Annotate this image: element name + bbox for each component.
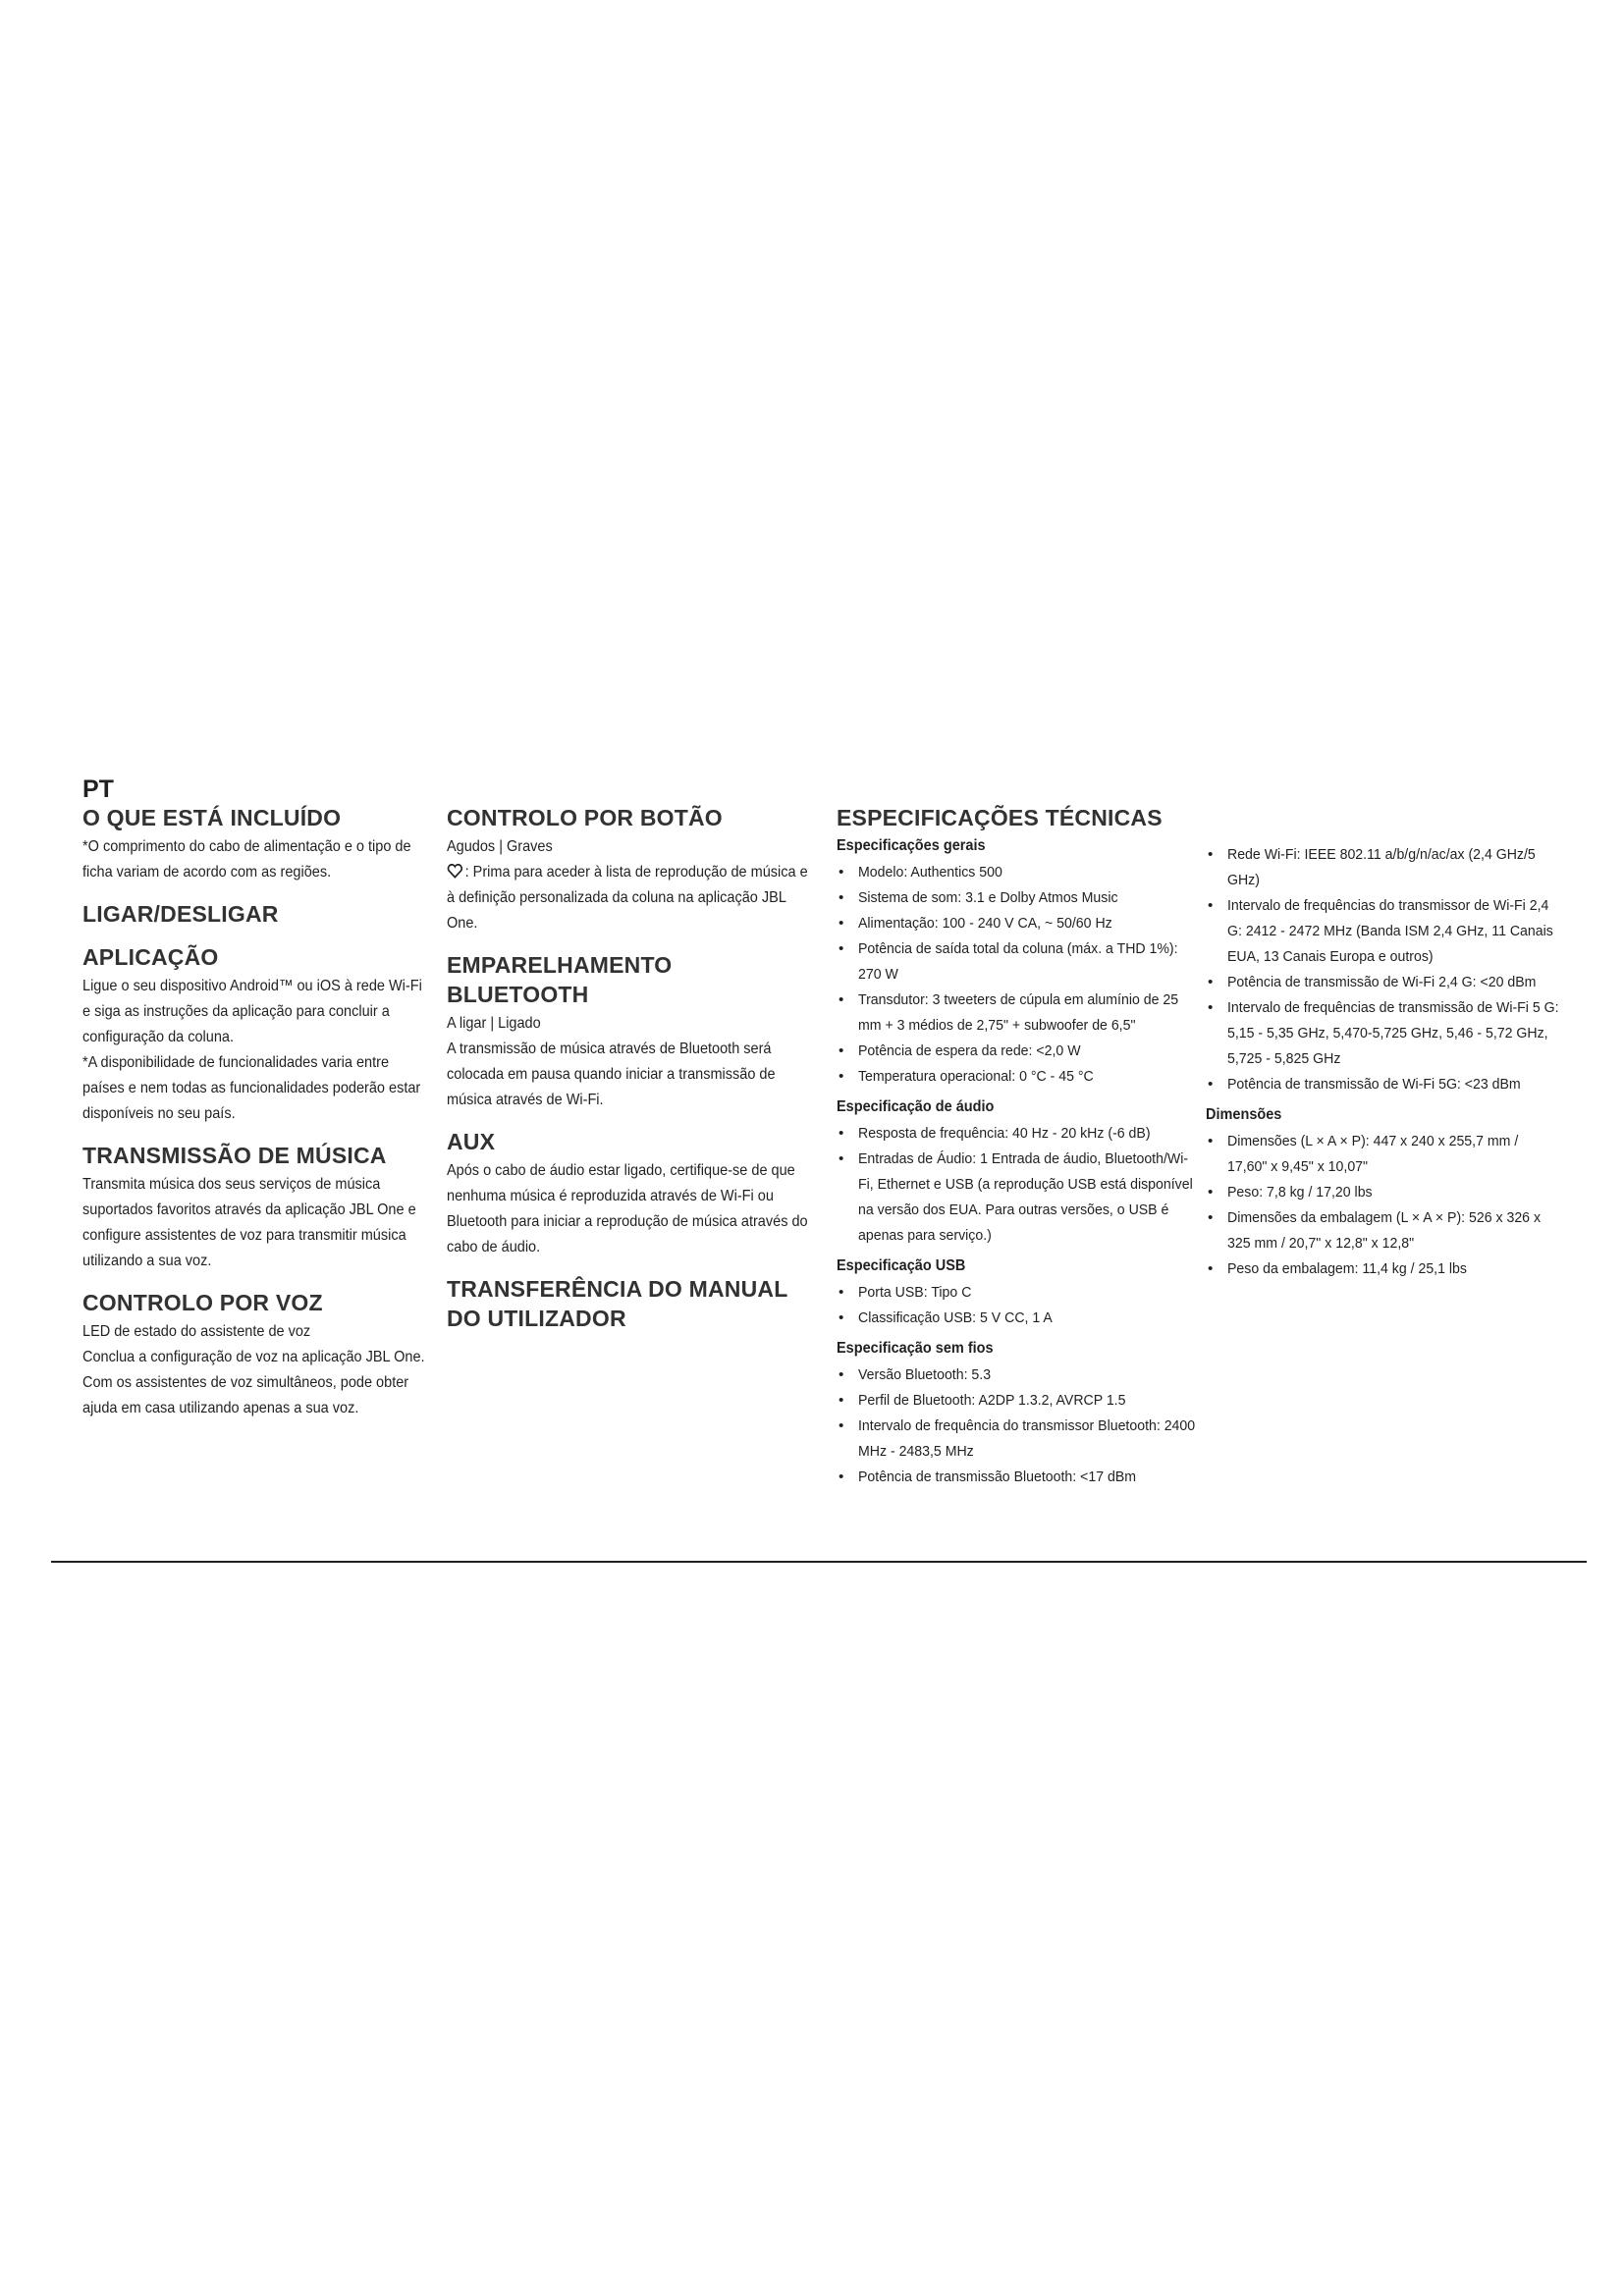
text-voice-setup: Conclua a configuração de voz na aplicação JBL One. Com os assistentes de voz simultâneos, pode obter ajuda em casa utilizando apenas a sua voz.	[82, 1349, 425, 1416]
list-item: • Dimensões (L × A × P): 447 x 240 x 255,7 mm / 17,60" x 9,45" x 10,07"	[1206, 1129, 1559, 1180]
column-1	[82, 803, 428, 1421]
list-audio-specs	[837, 1121, 1200, 1249]
list-item: • Modelo: Authentics 500	[837, 860, 1200, 885]
column-4	[1206, 842, 1559, 1282]
list-item: • Rede Wi-Fi: IEEE 802.11 a/b/g/n/ac/ax (2,4 GHz/5 GHz)	[1206, 842, 1559, 893]
list-wireless-specs	[837, 1362, 1200, 1490]
text-bt-pause: A transmissão de música através de Bluetooth será colocada em pausa quando iniciar a transmissão de música através de Wi-Fi.	[447, 1041, 776, 1108]
column-3	[837, 803, 1200, 1490]
heading-voice-control: CONTROLO POR VOZ	[82, 1290, 323, 1315]
list-item: • Potência de transmissão de Wi-Fi 5G: <23 dBm	[1206, 1072, 1559, 1097]
list-item: • Intervalo de frequência do transmissor Bluetooth: 2400 MHz - 2483,5 MHz	[837, 1414, 1200, 1465]
language-code: PT	[82, 775, 114, 803]
list-item: • Alimentação: 100 - 240 V CA, ~ 50/60 Hz	[837, 911, 1200, 936]
heading-music-streaming: TRANSMISSÃO DE MÚSICA	[82, 1143, 387, 1168]
list-usb-specs	[837, 1280, 1200, 1331]
list-item: • Classificação USB: 5 V CC, 1 A	[837, 1306, 1200, 1331]
subheading-general-specs: Especificações gerais	[837, 837, 986, 854]
heading-app: APLICAÇÃO	[82, 944, 219, 970]
list-wifi-specs	[1206, 842, 1559, 1097]
list-item: • Potência de transmissão de Wi-Fi 2,4 G: <20 dBm	[1206, 970, 1559, 995]
text-app-setup: Ligue o seu dispositivo Android™ ou iOS à rede Wi-Fi e siga as instruções da aplicação para concluir a configuração da coluna.	[82, 978, 422, 1045]
text-aux: Após o cabo de áudio estar ligado, certifique-se de que nenhuma música é reproduzida através de Wi-Fi ou Bluetooth para iniciar a reprodução de música através do cabo de áudio.	[447, 1162, 808, 1255]
list-item: • Intervalo de frequências do transmissor de Wi-Fi 2,4 G: 2412 - 2472 MHz (Banda ISM 2,4 GHz, 11 Canais EUA, 13 Canais Europa e outros)	[1206, 893, 1559, 970]
heading-technical-specs: ESPECIFICAÇÕES TÉCNICAS	[837, 805, 1163, 830]
text-included: *O comprimento do cabo de alimentação e o tipo de ficha variam de acordo com as regiões.	[82, 838, 411, 881]
list-item: • Resposta de frequência: 40 Hz - 20 kHz (-6 dB)	[837, 1121, 1200, 1147]
list-item: • Intervalo de frequências de transmissão de Wi-Fi 5 G: 5,15 - 5,35 GHz, 5,470-5,725 GHz, 5,46 - 5,72 GHz, 5,725 - 5,825 GHz	[1206, 995, 1559, 1072]
heart-icon	[447, 864, 463, 879]
list-item: • Peso: 7,8 kg / 17,20 lbs	[1206, 1180, 1559, 1205]
subheading-usb-specs: Especificação USB	[837, 1257, 966, 1274]
text-app-availability: *A disponibilidade de funcionalidades varia entre países e nem todas as funcionalidades poderão estar disponíveis no seu país.	[82, 1054, 421, 1122]
list-item: • Temperatura operacional: 0 °C - 45 °C	[837, 1064, 1200, 1090]
text-favorite-button	[447, 860, 812, 936]
list-general-specs	[837, 860, 1200, 1090]
list-item: • Peso da embalagem: 11,4 kg / 25,1 lbs	[1206, 1256, 1559, 1282]
list-item: • Sistema de som: 3.1 e Dolby Atmos Music	[837, 885, 1200, 911]
divider-line	[51, 1561, 1587, 1563]
heading-manual-download: TRANSFERÊNCIA DO MANUAL DO UTILIZADOR	[447, 1276, 788, 1331]
column-2	[447, 803, 810, 1335]
subheading-audio-specs: Especificação de áudio	[837, 1098, 995, 1115]
list-item: • Potência de transmissão Bluetooth: <17 dBm	[837, 1465, 1200, 1490]
list-item: • Transdutor: 3 tweeters de cúpula em alumínio de 25 mm + 3 médios de 2,75" + subwoofer de 6,5"	[837, 988, 1200, 1039]
text-music-streaming: Transmita música dos seus serviços de música suportados favoritos através da aplicação JBL One e configure assistentes de voz para transmitir música utilizando a sua voz.	[82, 1176, 416, 1269]
heading-bluetooth-pairing: EMPARELHAMENTO BLUETOOTH	[447, 952, 673, 1007]
heading-power: LIGAR/DESLIGAR	[82, 901, 279, 927]
text-favorite-desc: : Prima para aceder à lista de reprodução de música e à definição personalizada da coluna na aplicação JBL One.	[447, 864, 808, 932]
heading-aux: AUX	[447, 1129, 496, 1154]
heading-button-control: CONTROLO POR BOTÃO	[447, 805, 723, 830]
heading-whats-included: O QUE ESTÁ INCLUÍDO	[82, 805, 342, 830]
list-item: • Dimensões da embalagem (L × A × P): 526 x 326 x 325 mm / 20,7" x 12,8" x 12,8"	[1206, 1205, 1559, 1256]
text-treble-bass: Agudos | Graves	[447, 838, 553, 855]
text-bt-status: A ligar | Ligado	[447, 1015, 541, 1032]
subheading-wireless-specs: Especificação sem fios	[837, 1340, 994, 1357]
list-item: • Perfil de Bluetooth: A2DP 1.3.2, AVRCP 1.5	[837, 1388, 1200, 1414]
text-voice-led: LED de estado do assistente de voz	[82, 1323, 311, 1340]
list-item: • Versão Bluetooth: 5.3	[837, 1362, 1200, 1388]
list-dimensions	[1206, 1129, 1559, 1282]
list-item: • Potência de saída total da coluna (máx. a THD 1%): 270 W	[837, 936, 1200, 988]
list-item: • Potência de espera da rede: <2,0 W	[837, 1039, 1200, 1064]
list-item: • Entradas de Áudio: 1 Entrada de áudio, Bluetooth/Wi-Fi, Ethernet e USB (a reprodução USB está disponível na versão dos EUA. Para outras versões, o USB é apenas para serviço.)	[837, 1147, 1200, 1249]
list-item: • Porta USB: Tipo C	[837, 1280, 1200, 1306]
subheading-dimensions: Dimensões	[1206, 1106, 1282, 1123]
